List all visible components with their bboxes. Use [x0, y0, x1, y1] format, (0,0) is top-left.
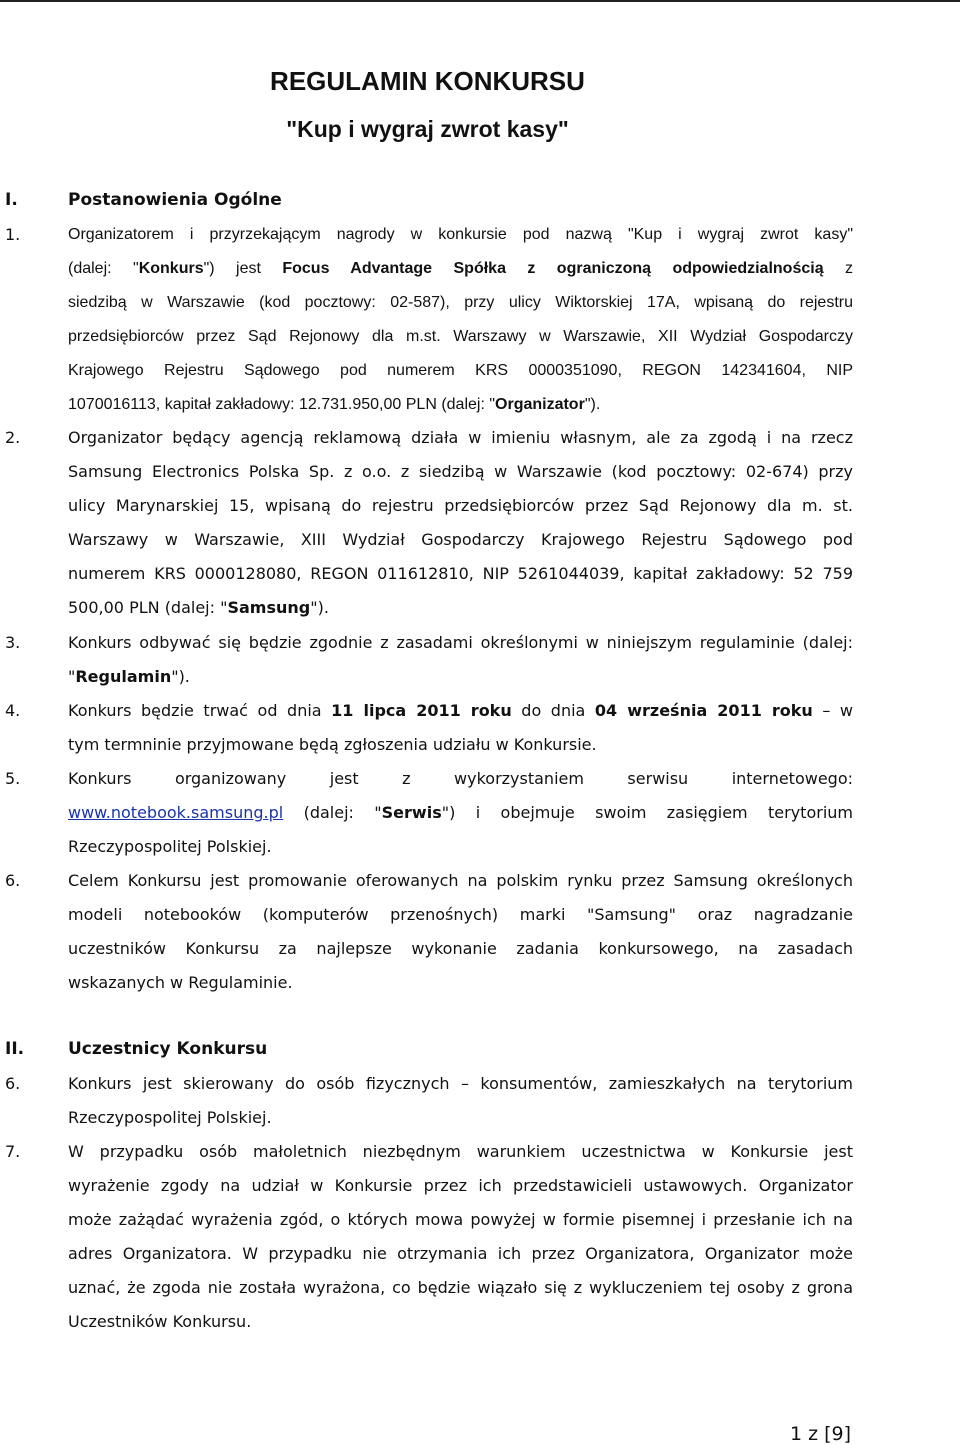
text-line: Konkurs organizowany jest z wykorzystaniem serwisu internetowego:: [68, 769, 853, 788]
item-text: [68, 762, 853, 864]
item-number: 2.: [5, 428, 21, 447]
text-line: www.notebook.samsung.pl (dalej: "Serwis") i obejmuje swoim zasięgiem terytorium: [68, 803, 853, 822]
text-line: Rzeczypospolitej Polskiej.: [68, 1108, 272, 1127]
item-number: 4.: [5, 701, 21, 720]
text-line: adres Organizatora. W przypadku nie otrzymania ich przez Organizatora, Organizator może: [68, 1244, 853, 1263]
text-line: uczestników Konkursu za najlepsze wykonanie zadania konkursowego, na zasadach: [68, 939, 853, 958]
section-number: I.: [5, 190, 18, 210]
text-line: Organizator będący agencją reklamową działa w imieniu własnym, ale za zgodą i na rzecz: [68, 428, 853, 447]
section-number: II.: [5, 1039, 25, 1059]
document-subtitle: "Kup i wygraj zwrot kasy": [286, 116, 569, 142]
item-number: 1.: [5, 225, 21, 244]
item-text: [68, 1067, 853, 1135]
item-number: 5.: [5, 769, 21, 788]
text-line: Warszawy w Warszawie, XIII Wydział Gospodarczy Krajowego Rejestru Sądowego pod: [68, 530, 853, 549]
item-number: 3.: [5, 633, 21, 652]
page-number: 1 z [9]: [790, 1423, 852, 1445]
item-text: [68, 864, 853, 1000]
text-line: może zażądać wyrażenia zgód, o których mowa powyżej w formie pisemnej i przesłanie ich na: [68, 1210, 853, 1229]
item-text: [68, 1135, 853, 1339]
text-line: W przypadku osób małoletnich niezbędnym warunkiem uczestnictwa w Konkursie jest: [68, 1142, 853, 1161]
text-line: numerem KRS 0000128080, REGON 011612810, NIP 5261044039, kapitał zakładowy: 52 759: [68, 564, 853, 583]
text-line: Organizatorem i przyrzekającym nagrody w konkursie pod nazwą "Kup i wygraj zwrot kasy": [68, 226, 853, 243]
text-line: Samsung Electronics Polska Sp. z o.o. z siedzibą w Warszawie (kod pocztowy: 02-674) przy: [68, 462, 853, 481]
item-number: 6.: [5, 1074, 21, 1093]
section-title: Uczestnicy Konkursu: [68, 1039, 268, 1059]
item-text: [68, 421, 853, 625]
text-line: modeli notebooków (komputerów przenośnych) marki "Samsung" oraz nagradzanie: [68, 905, 853, 924]
text-line: wyrażenie zgody na udział w Konkursie przez ich przedstawicieli ustawowych. Organizator: [68, 1176, 853, 1195]
text-line: 1070016113, kapitał zakładowy: 12.731.950,00 PLN (dalej: "Organizator").: [68, 396, 601, 413]
text-line: Uczestników Konkursu.: [68, 1312, 252, 1331]
item-text: [68, 694, 853, 762]
serwis-link[interactable]: www.notebook.samsung.pl: [68, 803, 284, 822]
text-line: 500,00 PLN (dalej: "Samsung").: [68, 598, 329, 617]
top-rule: [0, 0, 960, 2]
item-text: [68, 218, 853, 422]
text-line: Konkurs będzie trwać od dnia 11 lipca 2011 roku do dnia 04 września 2011 roku – w: [68, 701, 854, 720]
text-line: uznać, że zgoda nie została wyrażona, co będzie wiązało się z wykluczeniem tej osoby z grona: [68, 1278, 853, 1297]
item-number: 6.: [5, 871, 21, 890]
text-line: Konkurs odbywać się będzie zgodnie z zasadami określonymi w niniejszym regulaminie (dalej:: [68, 633, 853, 652]
text-line: Rzeczypospolitej Polskiej.: [68, 837, 272, 856]
text-line: Konkurs jest skierowany do osób fizycznych – konsumentów, zamieszkałych na terytorium: [68, 1074, 853, 1093]
text-line: ulicy Marynarskiej 15, wpisaną do rejestru przedsiębiorców przez Sąd Rejonowy dla m. st.: [68, 496, 853, 515]
text-line: wskazanych w Regulaminie.: [68, 973, 293, 992]
document-title: REGULAMIN KONKURSU: [270, 66, 585, 96]
section-title: Postanowienia Ogólne: [68, 190, 282, 210]
text-line: "Regulamin").: [68, 667, 190, 686]
text-line: tym termninie przyjmowane będą zgłoszenia udziału w Konkursie.: [68, 735, 597, 754]
text-line: Krajowego Rejestru Sądowego pod numerem KRS 0000351090, REGON 142341604, NIP: [68, 362, 853, 379]
text-line: Celem Konkursu jest promowanie oferowanych na polskim rynku przez Samsung określonych: [68, 871, 853, 890]
text-line: (dalej: "Konkurs") jest Focus Advantage Spółka z ograniczoną odpowiedzialnością z: [68, 260, 854, 277]
text-line: siedzibą w Warszawie (kod pocztowy: 02-587), przy ulicy Wiktorskiej 17A, wpisaną do rejestru: [68, 294, 853, 311]
item-text: [68, 626, 853, 694]
text-line: przedsiębiorców przez Sąd Rejonowy dla m.st. Warszawy w Warszawie, XII Wydział Gospodarczy: [68, 328, 853, 345]
item-number: 7.: [5, 1142, 21, 1161]
